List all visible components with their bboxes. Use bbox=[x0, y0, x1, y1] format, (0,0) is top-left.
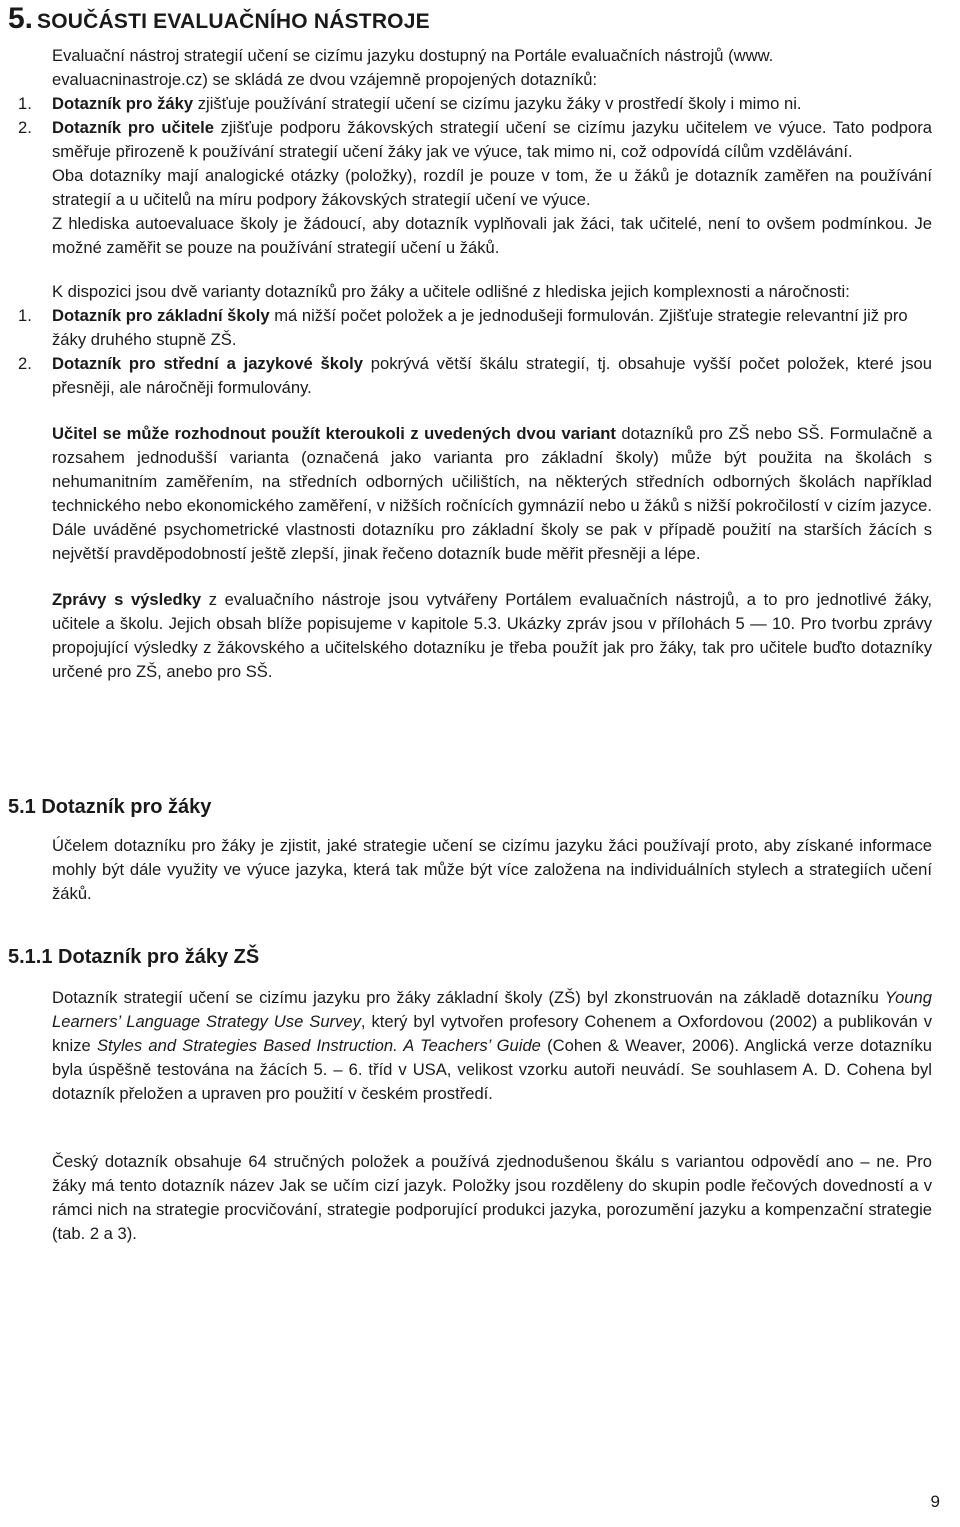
list-item bbox=[18, 92, 932, 116]
list-item-bold: Dotazník pro střední a jazykové školy bbox=[52, 354, 363, 373]
list-item-text: má nižší počet položek a je jednodušeji formulován. Zjišťuje strategie relevantní již pro žáky druhého stupně ZŠ. bbox=[52, 306, 908, 349]
paragraph: Oba dotazníky mají analogické otázky (položky), rozdíl je pouze v tom, že u žáků je dotazník zaměřen na používání strategií a u učitelů na míru podpory žákovských strategií učení ve výuce. bbox=[52, 166, 932, 209]
list-item-text: zjišťuje používání strategií učení se cizímu jazyku žáky v prostředí školy i mimo ni. bbox=[193, 94, 802, 113]
paragraph: K dispozici jsou dvě varianty dotazníků pro žáky a učitele odlišné z hlediska jejich komplexnosti a náročnosti: bbox=[52, 282, 850, 301]
paragraph: Dotazník strategií učení se cizímu jazyku pro žáky základní školy (ZŠ) byl zkonstruován na základě dotazníku Young Learners’ Language Strategy Use Survey, který byl vytvořen profesory Cohenem a Oxfordovou (2002) a publikován v knize Styles and Strategies Based Instruction. A Teachers’ Guide (Cohen & Weaver, 2006). Anglická verze dotazníku byla úspěšně testována na žácích 5. – 6. tříd v USA, velikost vzorku autoři neuvádí. Se souhlasem A. D. Cohena byl dotazník přeložen a upraven pro použití v českém prostředí. bbox=[52, 988, 933, 1103]
page-number: 9 bbox=[930, 1492, 940, 1511]
paragraph-bold: Zprávy s výsledky bbox=[52, 590, 202, 609]
intro-block bbox=[18, 44, 933, 684]
list-item bbox=[18, 116, 932, 164]
list-number: 1. bbox=[18, 94, 32, 113]
list-item-text: zjišťuje podporu žákovských strategií učení se cizímu jazyku učitelem ve výuce. bbox=[213, 118, 827, 137]
list-number: 2. bbox=[18, 118, 32, 137]
list-number: 2. bbox=[18, 354, 32, 373]
list-item-bold: Dotazník pro základní školy bbox=[52, 306, 270, 325]
paragraph: Český dotazník obsahuje 64 stručných položek a používá zjednodušenou škálu s variantou odpovědí ano – ne. Pro žáky má tento dotazník název Jak se učím cizí jazyk. Položky jsou rozděleny do skupin podle řečových dovedností a v rámci nich na strategie procvičování, strategie podporující produkci jazyka, porozumění jazyku a kompenzační strategie (tab. 2 a 3). bbox=[52, 1152, 932, 1243]
paragraph: Zprávy s výsledky z evaluačního nástroje jsou vytvářeny Portálem evaluačních nástrojů, a to pro jednotlivé žáky, učitele a školu. Jejich obsah blíže popisujeme v kapitole 5.3. Ukázky zpráv jsou v přílohách 5 — 10. Pro tvorbu zprávy propojující výsledky z žákovského a učitelského dotazníku je třeba použít jak pro žáky, tak pro učitele buďto dotazníky určené pro ZŠ, anebo pro SŠ. bbox=[52, 590, 933, 681]
paragraph: Z hlediska autoevaluace školy je žádoucí, aby dotazník vyplňovali jak žáci, tak učitelé, není to ovšem podmínkou. Je možné zaměřit se pouze na používání strategií učení u žáků. bbox=[52, 214, 932, 257]
list-item-continuation: Tato podpora směřuje přirozeně k používání strategií učení žáky jak ve výuce, tak mimo ni, což odpovídá cílům vzdělávání. bbox=[52, 118, 932, 161]
list-item-bold: Dotazník pro žáky bbox=[52, 94, 194, 113]
subsection-heading: 5.1.1 Dotazník pro žáky ZŠ bbox=[8, 946, 260, 968]
list-number: 1. bbox=[18, 306, 32, 325]
paragraph-bold: Učitel se může rozhodnout použít kteroukoli z uvedených dvou variant bbox=[52, 424, 616, 443]
book-title: Young Learners’ Language Strategy Use Survey bbox=[52, 988, 932, 1031]
list-item bbox=[18, 352, 932, 400]
chapter-title: SOUČÁSTI EVALUAČNÍHO NÁSTROJE bbox=[37, 10, 430, 33]
intro-paragraph: Evaluační nástroj strategií učení se cizímu jazyku dostupný na Portále evaluačních nástrojů (www. evaluacninastroje.cz) se skládá ze dvou vzájemně propojených dotazníků: bbox=[52, 46, 774, 89]
paragraph: Účelem dotazníku pro žáky je zjistit, jaké strategie učení se cizímu jazyku žáci používají proto, aby získané informace mohly být dále využity ve výuce jazyka, která tak může být více založena na individuálních stylech a strategiích učení žáků. bbox=[52, 836, 932, 903]
section-heading: 5.1 Dotazník pro žáky bbox=[8, 796, 212, 818]
chapter-heading bbox=[8, 2, 430, 36]
chapter-number: 5. bbox=[8, 2, 34, 35]
list-item-bold: Dotazník pro učitele bbox=[52, 118, 214, 137]
list-item bbox=[18, 304, 932, 352]
book-title: Styles and Strategies Based Instruction. A Teachers’ Guide bbox=[96, 1036, 541, 1055]
paragraph: Učitel se může rozhodnout použít kteroukoli z uvedených dvou variant dotazníků pro ZŠ nebo SŠ. Formulačně a rozsahem jednodušší varianta (označená jako varianta pro základní školy) může být použita na školách s nehumanitním zaměřením, na středních odborných učilištích, na některých středních odborných školách například technického nebo ekonomického zaměření, v nižších ročnících gymnázií nebo u žáků s nižší pokročilostí v cizím jazyce. Dále uváděné psychometrické vlastnosti dotazníku pro základní školy se pak v případě použití na starších žácích s největší pravděpodobností ještě zlepší, jinak řečeno dotazník bude měřit přesněji a lépe. bbox=[52, 424, 932, 563]
list-item-text: pokrývá větší škálu strategií, tj. obsahuje vyšší počet položek, které jsou přesněji, ale náročněji formulovány. bbox=[52, 354, 932, 397]
